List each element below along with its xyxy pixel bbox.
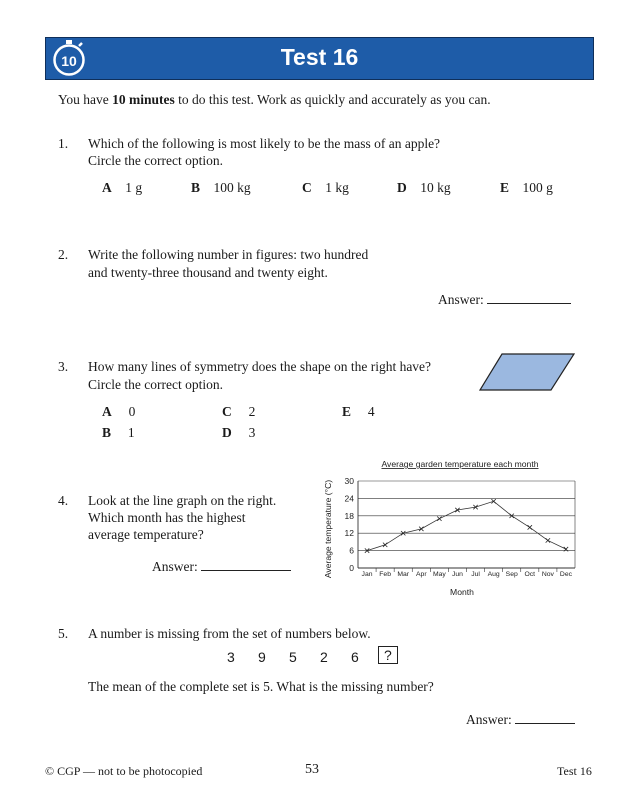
q1-text-line2: Circle the correct option.: [88, 153, 223, 168]
q4-text-line2: Which month has the highest: [88, 510, 246, 525]
chart-y-axis-label: Average temperature (°C): [323, 479, 333, 579]
y-tick-label: 0: [349, 563, 354, 573]
q5-answer-label: Answer:: [466, 712, 512, 727]
footer-test-label: Test 16: [557, 764, 592, 778]
chart-title: Average garden temperature each month: [381, 459, 539, 469]
x-tick-label: Jul: [471, 571, 480, 578]
q5-text-line1: A number is missing from the set of numbers below.: [88, 626, 371, 641]
page-title: Test 16: [280, 44, 359, 70]
q4-answer: [152, 556, 291, 576]
q5-number-4: 2: [320, 649, 328, 665]
q1-option-b[interactable]: B 100 kg: [191, 180, 251, 195]
q5-number-3: 5: [289, 649, 297, 665]
q3-option-b[interactable]: B 1: [102, 425, 135, 440]
q1-option-e[interactable]: E 100 g: [500, 180, 553, 195]
q4-answer-field[interactable]: [201, 556, 291, 571]
x-tick-label: Mar: [397, 571, 410, 578]
data-point-oct: [528, 525, 532, 529]
x-tick-label: May: [432, 571, 446, 578]
timer-label: 10: [61, 53, 77, 69]
q2-number: 2.: [58, 247, 69, 262]
q2-text-line2: and twenty-three thousand and twenty eight.: [88, 265, 328, 280]
q3-option-d[interactable]: D 3: [222, 425, 256, 440]
q4-text-line1: Look at the line graph on the right.: [88, 493, 277, 508]
q4-answer-label: Answer:: [152, 559, 198, 574]
q5-number-5: 6: [351, 649, 359, 665]
q2-answer-label: Answer:: [438, 292, 484, 307]
x-tick-label: Aug: [487, 571, 500, 578]
x-tick-label: Nov: [541, 571, 554, 578]
q5-missing-box: ?: [378, 646, 398, 664]
y-tick-label: 18: [344, 510, 354, 521]
data-point-feb: [383, 543, 387, 547]
q3-option-a[interactable]: A 0: [102, 404, 136, 419]
q1-number: 1.: [58, 136, 69, 151]
q3-text-line1: How many lines of symmetry does the shape on the right have?: [88, 359, 432, 374]
q3-option-e[interactable]: E 4: [342, 404, 375, 419]
y-tick-label: 24: [344, 493, 354, 504]
intro-text: You have 10 minutes to do this test. Work as quickly and accurately as you can.: [58, 92, 491, 107]
y-tick-label: 6: [349, 545, 354, 556]
q2-answer-field[interactable]: [487, 289, 571, 304]
q1-option-a[interactable]: A 1 g: [102, 180, 143, 195]
x-tick-label: Jan: [361, 571, 373, 578]
data-point-aug: [491, 499, 495, 503]
q4-text-line3: average temperature?: [88, 527, 204, 542]
data-point-nov: [546, 538, 550, 542]
q4-number: 4.: [58, 493, 69, 508]
q2-answer: [438, 289, 571, 309]
y-tick-label: 30: [344, 476, 354, 486]
q2-text-line1: Write the following number in figures: two hundred: [88, 247, 369, 262]
x-tick-label: Sep: [505, 571, 518, 578]
x-tick-label: Jun: [451, 571, 463, 578]
y-tick-label: 12: [344, 528, 354, 539]
data-point-may: [437, 517, 441, 521]
q1-option-c[interactable]: C 1 kg: [302, 180, 349, 195]
q3-text-line2: Circle the correct option.: [88, 377, 223, 392]
q5-number-1: 3: [227, 649, 235, 665]
q1-text-line1: Which of the following is most likely to be the mass of an apple?: [88, 136, 441, 151]
x-tick-label: Dec: [559, 571, 573, 578]
q5-number: 5.: [58, 626, 69, 641]
test-header: [45, 37, 594, 80]
chart-x-axis-label: Month: [450, 587, 474, 597]
q5-answer-field[interactable]: [515, 709, 575, 724]
x-tick-label: Oct: [524, 571, 536, 578]
q3-number: 3.: [58, 359, 69, 374]
temperature-series-line: [367, 501, 566, 550]
x-tick-label: Apr: [416, 571, 427, 578]
footer-copyright: © CGP — not to be photocopied: [45, 764, 203, 778]
x-tick-label: Feb: [379, 571, 391, 578]
parallelogram-shape: [478, 352, 576, 392]
temperature-line-chart: [320, 454, 580, 606]
q5-text-line2: The mean of the complete set is 5. What is the missing number?: [88, 679, 434, 694]
page-number: 53: [305, 762, 319, 777]
q5-answer: [466, 709, 575, 729]
q1-option-d[interactable]: D 10 kg: [397, 180, 451, 195]
q5-number-2: 9: [258, 649, 266, 665]
q3-option-c[interactable]: C 2: [222, 404, 256, 419]
